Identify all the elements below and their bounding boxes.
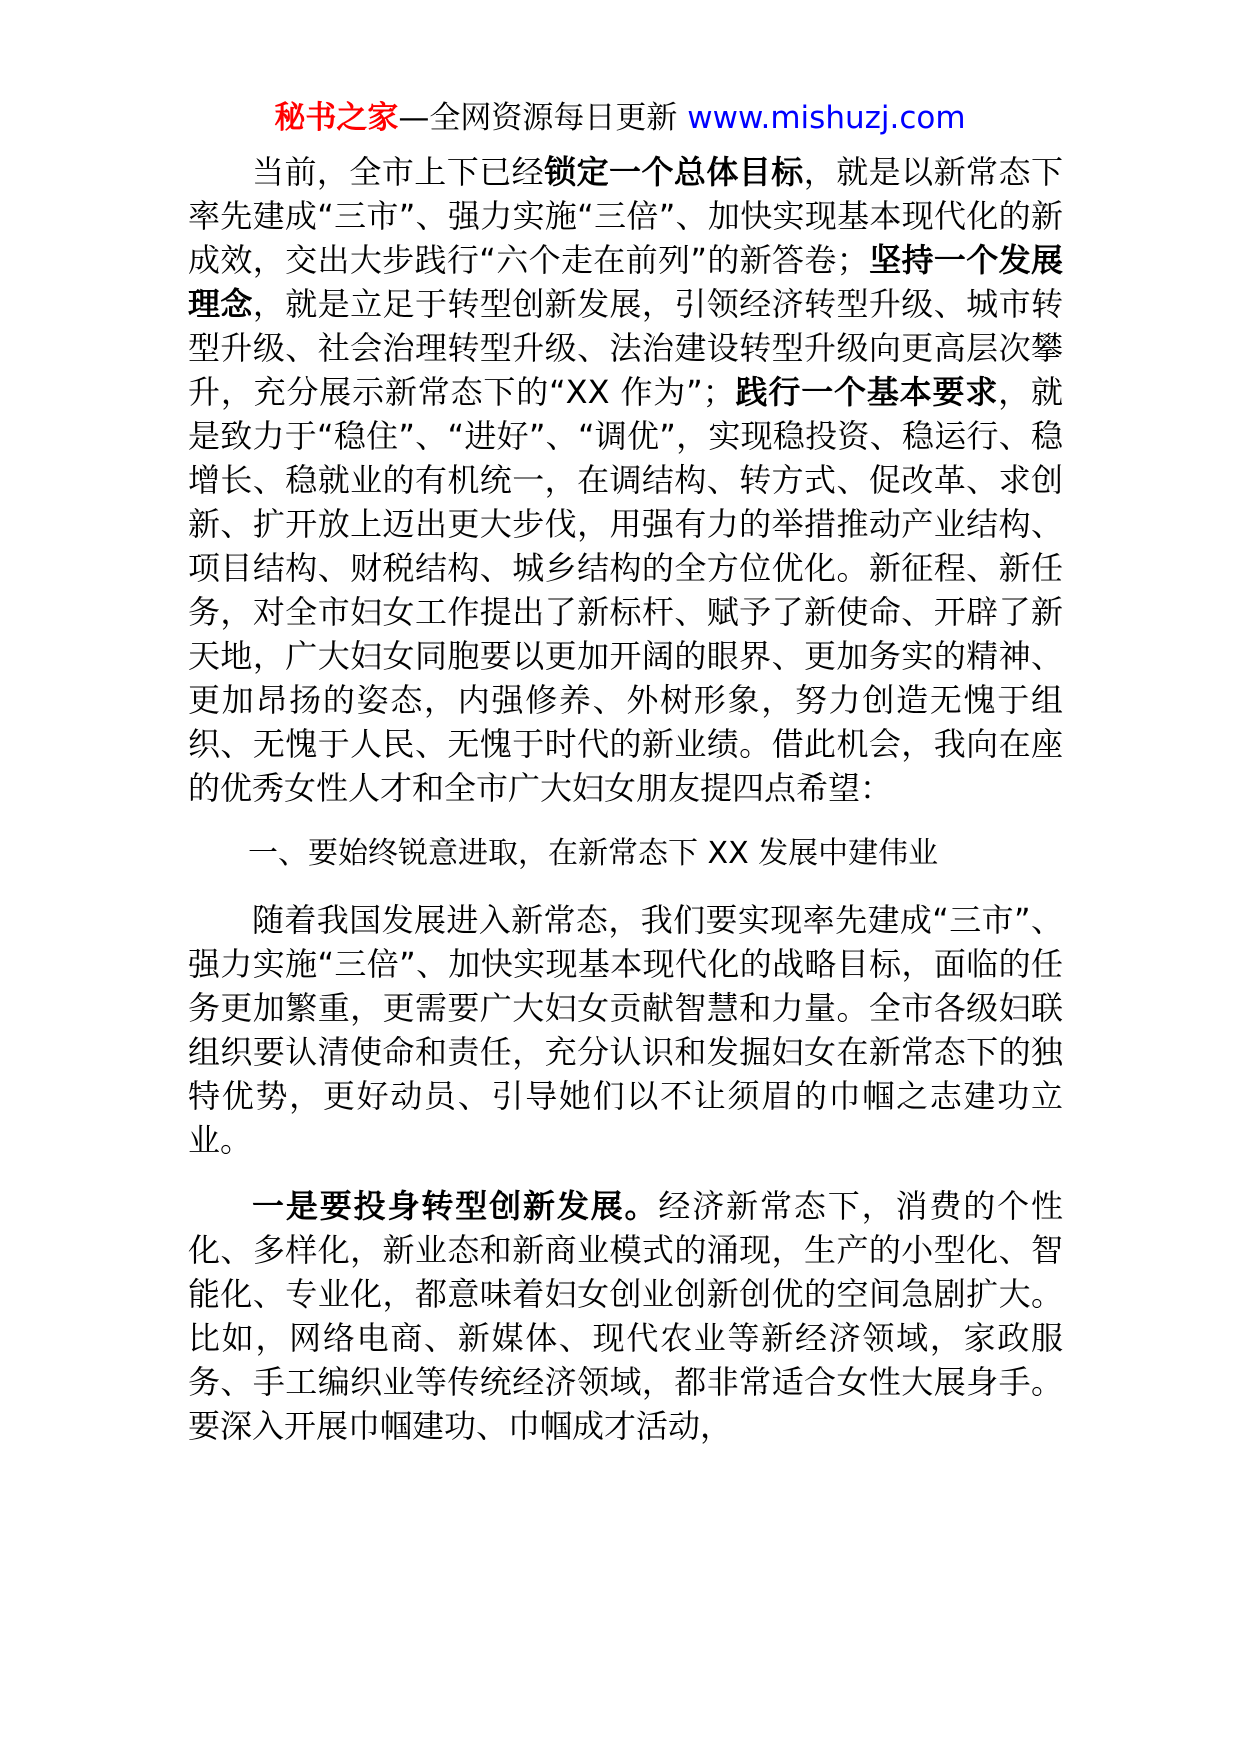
text-run: ，就是致力于“稳住”、“进好”、“调优”，实现稳投资、稳运行、稳增长、稳就业的有机统一，在调结构、转方式、促改革、求创新、扩开放上迈出更大步伐，用强有力的举措推动产业结构、项目结构、财税结构、城乡结构的全方位优化。新征程、新任务，对全市妇女工作提出了新标杆、赋予了新使命、开辟了新天地，广大妇女同胞要以更加开阔的眼界、更加务实的精神、更加昂扬的姿态，内强修养、外树形象，努力创造无愧于组织、无愧于人民、无愧于时代的新业绩。借此机会，我向在座的优秀女性人才和全市广大妇女朋友提四点希望： bbox=[188, 373, 1063, 807]
bold-phrase-concept: 坚持一个发展理念 bbox=[188, 241, 1063, 323]
text-run: ，就是以新常态下率先建成“三市”、强力实施“三倍”、加快实现基本现代化的新成效，交出大步践行“六个走在前列”的新答卷； bbox=[188, 153, 1063, 279]
section-heading-1: 一、要始终锐意进取，在新常态下 XX 发展中建伟业 bbox=[248, 836, 939, 871]
text-run: ，就是立足于转型创新发展，引领经济转型升级、城市转型升级、社会治理转型升级、法治建设转型升级向更高层次攀升，充分展示新常态下的“XX 作为”； bbox=[188, 285, 1063, 411]
site-tagline: —全网资源每日更新 bbox=[398, 100, 688, 136]
paragraph-point-1 bbox=[188, 1184, 1063, 1448]
site-url[interactable]: www.mishuzj.com bbox=[687, 100, 966, 136]
bold-phrase-requirement: 践行一个基本要求 bbox=[734, 373, 999, 411]
text-run: 当前，全市上下已经 bbox=[252, 153, 545, 191]
paragraph-intro bbox=[188, 150, 1063, 810]
site-header bbox=[0, 98, 1240, 138]
bold-phrase-goal: 锁定一个总体目标 bbox=[544, 153, 804, 191]
document-body bbox=[188, 150, 1063, 1448]
bold-phrase-point-1: 一是要投身转型创新发展。 bbox=[252, 1187, 659, 1225]
paragraph-section-1: 随着我国发展进入新常态，我们要实现率先建成“三市”、强力实施“三倍”、加快实现基本现代化的战略目标，面临的任务更加繁重，更需要广大妇女贡献智慧和力量。全市各级妇联组织要认清使命和责任，充分认识和发掘妇女在新常态下的独特优势，更好动员、引导她们以不让须眉的巾帼之志建功立业。 bbox=[188, 901, 1063, 1159]
text-run: 经济新常态下，消费的个性化、多样化，新业态和新商业模式的涌现，生产的小型化、智能化、专业化，都意味着妇女创业创新创优的空间急剧扩大。比如，网络电商、新媒体、现代农业等新经济领域，家政服务、手工编织业等传统经济领域，都非常适合女性大展身手。要深入开展巾帼建功、巾帼成才活动， bbox=[188, 1187, 1063, 1445]
site-brand: 秘书之家 bbox=[274, 100, 399, 136]
